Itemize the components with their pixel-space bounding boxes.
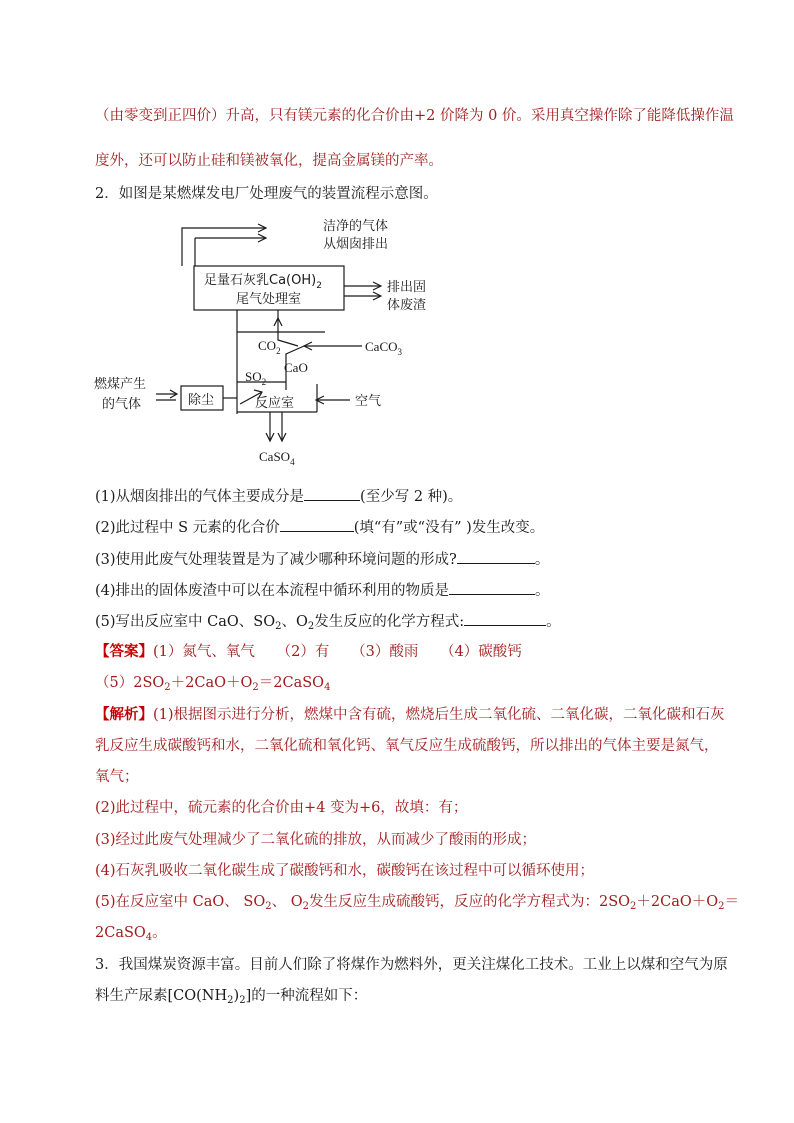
label-tail-room-1: 足量石灰乳$Ca(OH)_2$ bbox=[204, 273, 322, 291]
label-coal-gas-1: 燃煤产生 bbox=[94, 377, 147, 392]
answer-blank-2[interactable] bbox=[280, 517, 354, 532]
analysis-line-6: (4)石灰乳吸收二氧化碳生成了碳酸钙和水，碳酸钙在该过程中可以循环使用； bbox=[95, 863, 595, 879]
label-tail-room-2: 尾气处理室 bbox=[236, 292, 302, 307]
answer-blank-3[interactable] bbox=[457, 549, 535, 564]
intro-line-1: （由零变到正四价）升高，只有镁元素的化合价由+2 价降为 0 价。采用真空操作除了能降低操作温 bbox=[95, 108, 734, 124]
answer-blank-5[interactable] bbox=[464, 611, 546, 626]
analysis-label: 【解析】 bbox=[95, 706, 153, 723]
label-clean-gas-1: 洁净的气体 bbox=[323, 219, 389, 234]
answer-blank-1[interactable] bbox=[304, 486, 360, 501]
label-dust-removal: 除尘 bbox=[188, 393, 215, 408]
analysis-line-5: (3)经过此废气处理减少了二氧化硫的排放，从而减少了酸雨的形成； bbox=[95, 832, 537, 848]
label-solid-waste-2: 体废渣 bbox=[387, 298, 427, 313]
analysis-line-8: 2CaSO$_4$。 bbox=[95, 925, 167, 943]
answer-line-1: 【答案】(1）氮气、氧气 （2）有 （3）酸雨 （4）碳酸钙 bbox=[95, 643, 522, 660]
sub-question-1: (1)从烟囱排出的气体主要成分是 (至少写 2 种)。 bbox=[95, 486, 462, 507]
label-caco3: CaCO$_3$ bbox=[365, 339, 402, 357]
label-air: 空气 bbox=[355, 394, 382, 409]
analysis-line-4: (2)此过程中，硫元素的化合价由+4 变为+6，故填：有； bbox=[95, 800, 468, 816]
label-solid-waste-1: 排出固 bbox=[387, 280, 427, 295]
answer-label: 【答案】 bbox=[95, 643, 153, 660]
intro-line-2: 度外，还可以防止硅和镁被氧化，提高金属镁的产率。 bbox=[95, 153, 443, 169]
sub-question-2: (2)此过程中 S 元素的化合价 (填“有”或“没有” )发生改变。 bbox=[95, 517, 544, 538]
sub-question-3: (3)使用此废气处理装置是为了减少哪种环境问题的形成? 。 bbox=[95, 549, 549, 570]
label-cao: CaO bbox=[284, 360, 308, 375]
sub-question-4: (4)排出的固体废渣中可以在本流程中循环利用的物质是 。 bbox=[95, 580, 550, 601]
answer-line-2: $(5)2SO_2+2CaO+O_2=2CaSO_4$ bbox=[95, 675, 331, 693]
analysis-line-2: 乳反应生成碳酸钙和水，二氧化硫和氧化钙、氧气反应生成硫酸钙，所以排出的气体主要是氮气， bbox=[95, 738, 719, 754]
analysis-line-3: 氧气； bbox=[95, 769, 139, 785]
answer-blank-4[interactable] bbox=[449, 580, 535, 595]
analysis-line-7: (5)在反应室中 CaO、 $SO_2$、 $O_2$发生反应生成硫酸钙，反应的化学方程式为：$2SO_2+2CaO+O_2=$ bbox=[95, 894, 740, 912]
sub-question-5: (5)写出反应室中 CaO、$SO_2$、$O_2$发生反应的化学方程式: 。 bbox=[95, 611, 561, 632]
label-so2: $SO_2$ bbox=[245, 369, 267, 387]
question-2-title: 2．如图是某燃煤发电厂处理废气的装置流程示意图。 bbox=[95, 186, 438, 202]
question-3-line-1: 3．我国煤炭资源丰富。目前人们除了将煤作为燃料外，更关注煤化工技术。工业上以煤和空气为原 bbox=[95, 957, 728, 973]
label-caso4: CaSO$_4$ bbox=[259, 449, 295, 467]
question-3-line-2: 料生产尿素$[CO(NH_2)_2]$的一种流程如下： bbox=[95, 988, 368, 1006]
analysis-line-1: 【解析】(1)根据图示进行分析，燃煤中含有硫，燃烧后生成二氧化硫、二氧化碳，二氧化碳和石灰 bbox=[95, 706, 725, 723]
label-co2: $CO_2$ bbox=[258, 338, 281, 356]
flow-diagram bbox=[90, 214, 427, 472]
label-coal-gas-2: 的气体 bbox=[102, 397, 142, 412]
label-reaction-room: 反应室 bbox=[255, 396, 295, 411]
label-clean-gas-2: 从烟囱排出 bbox=[323, 237, 389, 252]
